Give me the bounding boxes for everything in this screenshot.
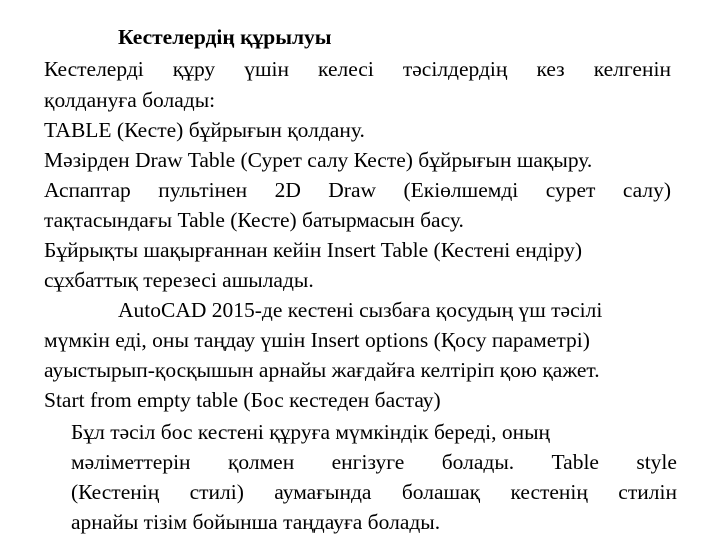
empty-para-line1: Бұл тәсіл бос кестені құруға мүмкіндік береді, оның	[71, 420, 551, 444]
para1-line2: қолдануға болады:	[44, 88, 216, 112]
toolbar-para-line1	[44, 177, 671, 203]
word: Draw	[328, 178, 377, 202]
word: салу)	[622, 178, 671, 202]
word: келесі	[318, 57, 374, 81]
word: аумағында	[274, 480, 372, 504]
word: кестенің	[510, 480, 588, 504]
word: кез	[536, 57, 565, 81]
word: болады.	[441, 450, 515, 474]
word: қолмен	[227, 450, 295, 474]
word: енгізуге	[331, 450, 405, 474]
word: 2D	[274, 178, 301, 202]
word: Аспаптар	[44, 178, 131, 202]
word: пультінен	[158, 178, 248, 202]
para1-line1	[44, 56, 671, 82]
empty-para-line3	[71, 479, 677, 505]
insert-para-line2: сұхбаттық терезесі ашылады.	[44, 268, 314, 292]
word: (Кестенің	[71, 480, 160, 504]
word: үшін	[244, 57, 290, 81]
empty-para-line4: арнайы тізім бойынша таңдауға болады.	[71, 510, 441, 534]
toolbar-para-line2: тақтасындағы Table (Кесте) батырмасын басу.	[44, 208, 464, 232]
word: мәліметтерін	[71, 450, 191, 474]
word: келгенін	[593, 57, 671, 81]
autocad-para-line3: ауыстырып-қосқышын арнайы жағдайға келтіріп қою қажет.	[44, 358, 600, 382]
word: стилі)	[189, 480, 244, 504]
empty-para-line2	[71, 449, 677, 475]
word: Table	[551, 450, 599, 474]
page-heading: Кестелердің құрылуы	[118, 25, 332, 49]
start-empty-line: Start from empty table (Бос кестеден бастау)	[44, 388, 441, 412]
word: сурет	[545, 178, 596, 202]
autocad-para-line2: мүмкін еді, оны таңдау үшін Insert options (Қосу параметрі)	[44, 328, 590, 352]
word: style	[636, 450, 677, 474]
table-command-line: TABLE (Кесте) бұйрығын қолдану.	[44, 118, 365, 142]
insert-para-line1: Бұйрықты шақырғаннан кейін Insert Table (Кестені ендіру)	[44, 238, 582, 262]
word: құру	[172, 57, 216, 81]
draw-table-line: Мәзірден Draw Table (Сурет салу Кесте) бұйрығын шақыру.	[44, 148, 593, 172]
word: тәсілдердің	[402, 57, 508, 81]
word: (Екіөлшемді	[403, 178, 519, 202]
word: стилін	[618, 480, 677, 504]
word: болашақ	[401, 480, 481, 504]
word: Кестелерді	[44, 57, 144, 81]
autocad-para-line1: AutoCAD 2015-де кестені сызбаға қосудың үш тәсілі	[118, 298, 603, 322]
